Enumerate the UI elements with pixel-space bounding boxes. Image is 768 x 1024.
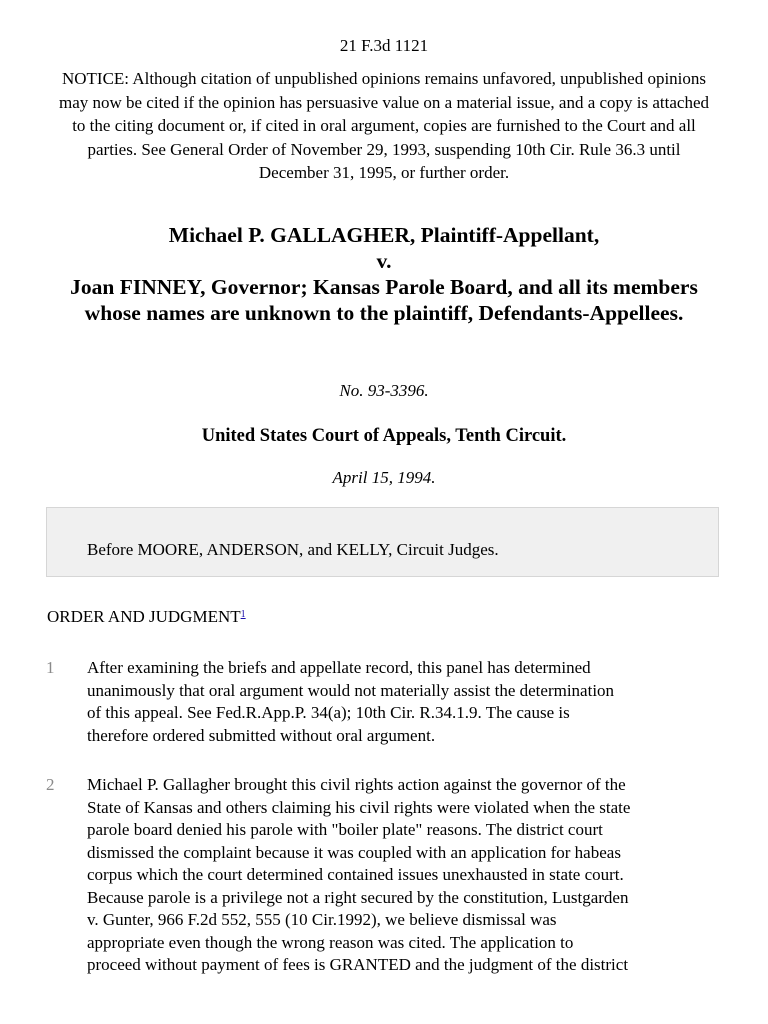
- paragraph-number: 1: [46, 658, 55, 677]
- unpublished-notice: NOTICE: Although citation of unpublished opinions remains unfavored, unpublished opinions may now be cited if the opinion has persuasive value on a material issue, and a copy is attached to the citing document or, if cited in oral argument, copies are furnished to the Court and all parties. See General Order of November 29, 1993, suspending 10th Cir. Rule 36.3 until December 31, 1995, or further order.: [58, 69, 710, 183]
- paragraph-line: After examining the briefs and appellate record, this panel has determined: [87, 658, 591, 677]
- paragraph-line: State of Kansas and others claiming his civil rights were violated when the state: [87, 797, 631, 817]
- paragraph-line: proceed without payment of fees is GRANTED and the judgment of the district: [87, 955, 629, 974]
- paragraph-number: 2: [46, 775, 55, 794]
- paragraph-line: appropriate even though the wrong reason was cited. The application to: [87, 932, 574, 952]
- paragraph-line: Michael P. Gallagher brought this civil rights action against the governor of the: [87, 775, 626, 794]
- footnote-link[interactable]: 1: [240, 609, 246, 620]
- paragraph-line: dismissed the complaint because it was coupled with an application for habeas: [87, 842, 621, 862]
- paragraph-line: of this appeal. See Fed.R.App.P. 34(a); 10th Cir. R.34.1.9. The cause is: [87, 703, 570, 722]
- paragraph-line: unanimously that oral argument would not materially assist the determination: [87, 680, 615, 700]
- defendants-line: Joan FINNEY, Governor; Kansas Parole Board, and all its members whose names are unknown to the plaintiff, Defendants-Appellees.: [70, 275, 698, 325]
- plaintiff-line: Michael P. GALLAGHER, Plaintiff-Appellant,: [168, 223, 600, 247]
- paragraph-line: Because parole is a privilege not a right secured by the constitution, Lustgarden: [87, 887, 629, 907]
- case-caption: [40, 222, 728, 326]
- paragraph-line: therefore ordered submitted without oral argument.: [87, 725, 436, 745]
- panel-box: [46, 507, 719, 577]
- order-heading: [47, 606, 246, 628]
- panel-judges: Before MOORE, ANDERSON, and KELLY, Circuit Judges.: [87, 540, 499, 559]
- paragraph-line: parole board denied his parole with "boiler plate" reasons. The district court: [87, 820, 603, 839]
- court-name: United States Court of Appeals, Tenth Circuit.: [201, 426, 567, 446]
- paragraph-line: corpus which the court determined contained issues unexhausted in state court.: [87, 865, 624, 884]
- paragraph-line: v. Gunter, 966 F.2d 552, 555 (10 Cir.1992), we believe dismissal was: [87, 910, 557, 929]
- decision-date: April 15, 1994.: [332, 468, 436, 487]
- paragraph-text: [87, 774, 721, 977]
- paragraph-text: [87, 657, 721, 747]
- reporter-citation: 21 F.3d 1121: [339, 36, 429, 55]
- versus-line: v.: [376, 249, 392, 273]
- docket-number: No. 93-3396.: [339, 381, 429, 400]
- order-heading-label: ORDER AND JUDGMENT: [47, 607, 241, 626]
